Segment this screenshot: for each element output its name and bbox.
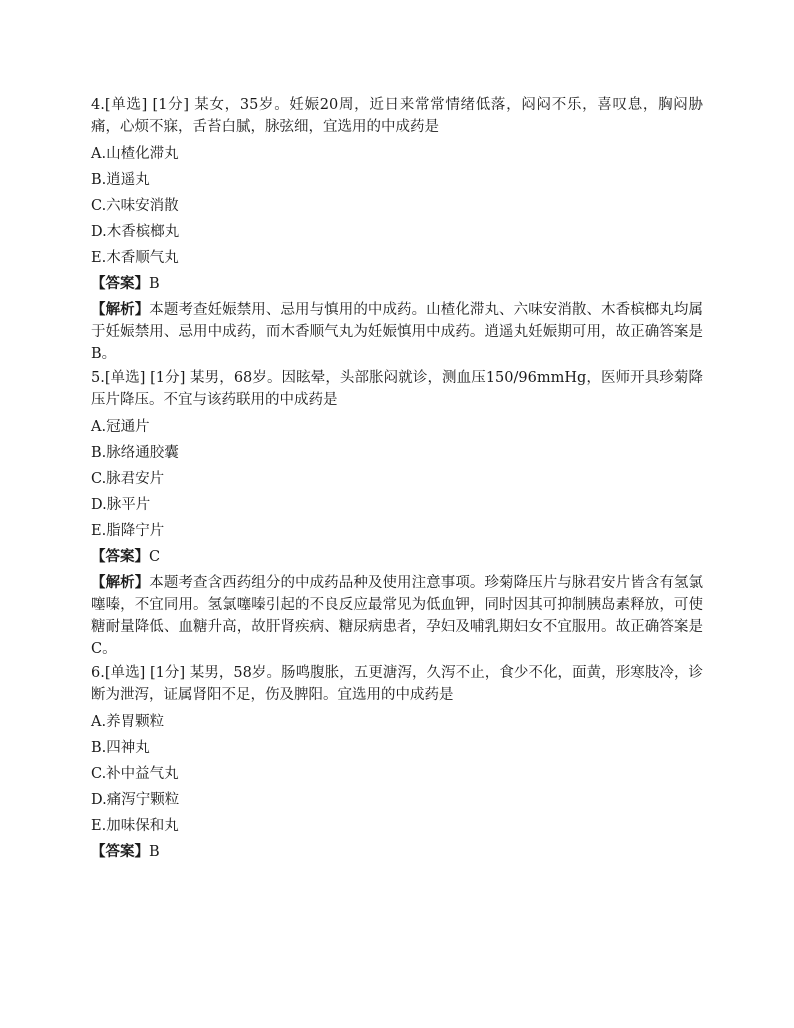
option-c: C.六味安消散 [91, 198, 179, 214]
answer-line [91, 273, 703, 299]
option-a: A.山楂化滞丸 [91, 146, 179, 162]
option-e: E.木香顺气丸 [91, 250, 179, 266]
question-stem: 4.[单选] [1分] 某女，35岁。妊娠20周，近日来常常情绪低落，闷闷不乐，喜叹息，胸闷胁痛，心烦不寐，舌苔白腻，脉弦细，宜选用的中成药是 [91, 97, 703, 135]
answer-value: C [149, 549, 161, 565]
exam-page [91, 94, 703, 867]
answer-label: 【答案】 [91, 843, 149, 860]
analysis-text: 本题考查含西药组分的中成药品种及使用注意事项。珍菊降压片与脉君安片皆含有氢氯噻嗪，不宜同用。氢氯噻嗪引起的不良反应最常见为低血钾，同时因其可抑制胰岛素释放，可使糖耐量降低、血糖升高，故肝肾疾病、糖尿病患者，孕妇及哺乳期妇女不宜服用。故正确答案是C。 [91, 575, 704, 657]
question-6 [91, 662, 703, 867]
analysis-label: 【解析】 [91, 301, 150, 318]
answer-line [91, 546, 703, 572]
analysis-label: 【解析】 [91, 574, 150, 591]
analysis-paragraph [91, 299, 703, 365]
option-c: C.脉君安片 [91, 471, 165, 487]
question-stem: 5.[单选] [1分] 某男，68岁。因眩晕，头部胀闷就诊，测血压150/96mmHg，医师开具珍菊降压片降压。不宜与该药联用的中成药是 [91, 370, 703, 408]
option-d: D.脉平片 [91, 497, 151, 513]
option-c: C.补中益气丸 [91, 766, 179, 782]
option-b: B.脉络通胶囊 [91, 445, 179, 461]
option-e: E.加味保和丸 [91, 818, 179, 834]
analysis-paragraph [91, 572, 703, 660]
question-stem: 6.[单选] [1分] 某男，58岁。肠鸣腹胀，五更溏泻，久泻不止，食少不化，面黄，形寒肢冷，诊断为泄泻，证属肾阳不足，伤及脾阳。宜选用的中成药是 [91, 665, 703, 703]
option-d: D.痛泻宁颗粒 [91, 792, 180, 808]
option-e: E.脂降宁片 [91, 523, 165, 539]
option-a: A.养胃颗粒 [91, 714, 165, 730]
answer-label: 【答案】 [91, 275, 149, 292]
answer-value: B [149, 276, 160, 292]
analysis-text: 本题考查妊娠禁用、忌用与慎用的中成药。山楂化滞丸、六味安消散、木香槟榔丸均属于妊娠禁用、忌用中成药，而木香顺气丸为妊娠慎用中成药。逍遥丸妊娠期可用，故正确答案是B。 [91, 302, 704, 362]
question-4 [91, 94, 703, 365]
answer-label: 【答案】 [91, 548, 149, 565]
question-5 [91, 367, 703, 660]
answer-line [91, 841, 703, 867]
option-b: B.四神丸 [91, 740, 150, 756]
option-d: D.木香槟榔丸 [91, 224, 180, 240]
answer-value: B [149, 844, 160, 860]
option-a: A.冠通片 [91, 419, 150, 435]
option-b: B.逍遥丸 [91, 172, 150, 188]
